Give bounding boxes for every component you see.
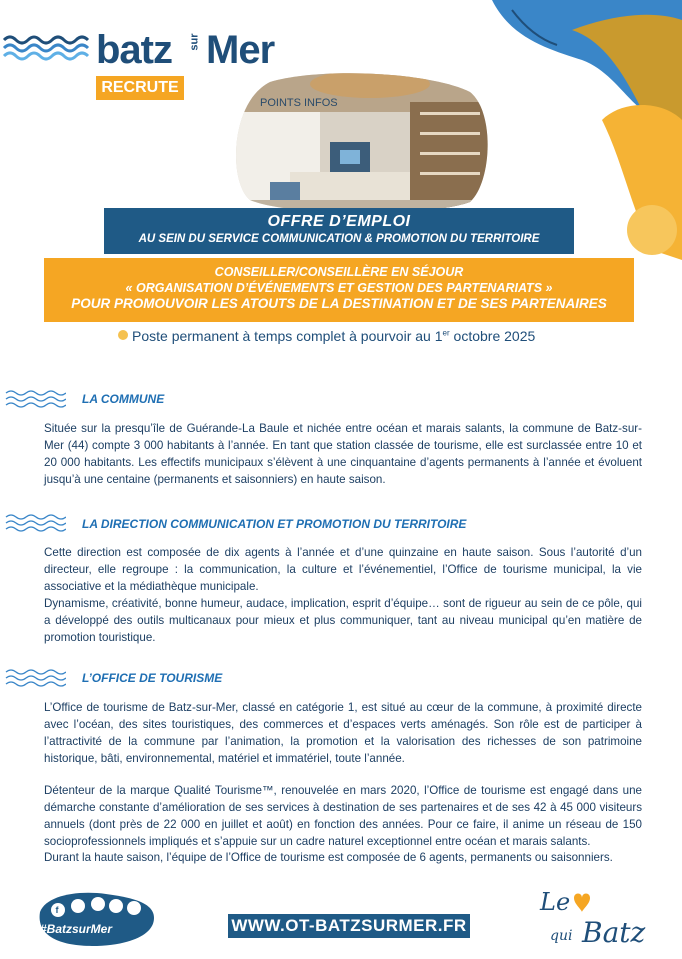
tourist-office-photo — [230, 72, 490, 212]
signature-qui: qui — [550, 928, 573, 944]
signature-le: Le — [540, 888, 571, 916]
section-office-text-3: Durant la haute saison, l’équipe de l’Office de tourisme est composée de 6 agents, permanents ou saisonniers. — [44, 851, 613, 864]
section-direction-text-2: Dynamisme, créativité, bonne humeur, audace, implication, esprit d’équipe… sont de rigueur au sein de ce pôle, qui a développé des outils multicanaux pour mieux et plus communiquer, tant au niveau municipal qu’en matière de promotion touristique. — [44, 597, 642, 644]
position-date: octobre 2025 — [449, 328, 536, 344]
waves-icon — [4, 667, 66, 689]
sun-icon — [118, 330, 128, 340]
waves-icon — [4, 388, 66, 410]
svg-text:f: f — [55, 905, 59, 915]
section-office-text-1: L’Office de tourisme de Batz-sur-Mer, classé en catégorie 1, est situé au cœur de la commune, à proximité directe avec l’océan, des sites touristiques, des commerces et d’espaces verts aménagés. Son rôle est de participer à l’attractivité de la commune par l’animation, la promotion et la valorisation des richesses de son patrimoine historique, bâti, environnemental, matériel et immatériel, toute l’année. — [44, 701, 642, 765]
section-title-direction: LA DIRECTION COMMUNICATION ET PROMOTION DU TERRITOIRE — [82, 517, 467, 531]
offer-title: OFFRE D’EMPLOI — [267, 213, 411, 230]
twitter-icon — [71, 899, 85, 913]
waves-icon — [4, 512, 66, 534]
le-coeur-qui-batz-signature — [530, 880, 670, 952]
section-title-commune: LA COMMUNE — [82, 392, 165, 406]
job-title-banner — [44, 258, 634, 322]
tiktok-icon — [127, 901, 141, 915]
heart-icon — [574, 894, 590, 913]
position-sup: er — [442, 328, 450, 338]
job-title-line-2: « ORGANISATION D’ÉVÉNEMENTS ET GESTION DES PARTENARIATS » — [125, 281, 553, 295]
logo-word-batz: batz — [96, 28, 172, 72]
website-link[interactable]: WWW.OT-BATZSURMER.FR — [228, 914, 470, 938]
section-office-text-2: Détenteur de la marque Qualité Tourisme™, renouvelée en mars 2020, l’Office de tourisme est engagé dans une démarche constante d’amélioration de ses services à destination de ses partenaires et de ses 42 à 45 000 visiteurs annuels (dont près de 22 000 en juillet et août) en fonction des années. Pour ce faire, il anime un réseau de 150 socioprofessionnels impliqués et s’appuie sur un cadre naturel exceptionnel entre océan et marais salants. — [44, 784, 642, 848]
position-info — [118, 328, 535, 344]
signature-batz: Batz — [582, 916, 646, 949]
job-title-line-3: POUR PROMOUVOIR LES ATOUTS DE LA DESTINATION ET DE SES PARTENAIRES — [71, 296, 607, 311]
section-title-office: L’OFFICE DE TOURISME — [82, 671, 223, 685]
youtube-icon — [91, 897, 105, 911]
hashtag-text: #BatzsurMer — [40, 922, 113, 936]
offer-subtitle: AU SEIN DU SERVICE COMMUNICATION & PROMOTION DU TERRITOIRE — [138, 233, 540, 245]
instagram-icon — [109, 899, 123, 913]
logo-word-sur: sur — [188, 33, 201, 51]
photo-sign-text: POINTS INFOS — [260, 97, 338, 109]
section-commune-text: Située sur la presqu’île de Guérande-La Baule et nichée entre océan et marais salants, la commune de Batz-sur-Mer (44) compte 3 000 habitants à l’année. En tant que station classée de tourisme, elle est surclassée entre 10 et 20 000 habitants. Les effectifs municipaux s’élèvent à une cinquantaine d’agents permanents à l’année et évoluent jusqu’à une centaine (permanents et saisonniers) en haute saison. — [44, 422, 642, 486]
social-media-badge — [36, 888, 158, 950]
section-direction-text-1: Cette direction est composée de dix agents à l’année et d’une quinzaine en haute saison. Sous l’autorité d’un directeur, elle regroupe : la communication, la culture et l’événementiel, l’Office de tourisme municipal, la vie associative et la médiathèque municipale. — [44, 546, 642, 593]
job-title-line-1: CONSEILLER/CONSEILLÈRE EN SÉJOUR — [214, 265, 464, 279]
offer-banner — [104, 208, 574, 254]
position-text: Poste permanent à temps complet à pourvoir au 1 — [132, 328, 443, 344]
recrute-badge: RECRUTE — [96, 76, 184, 100]
logo-word-mer: Mer — [206, 28, 275, 72]
